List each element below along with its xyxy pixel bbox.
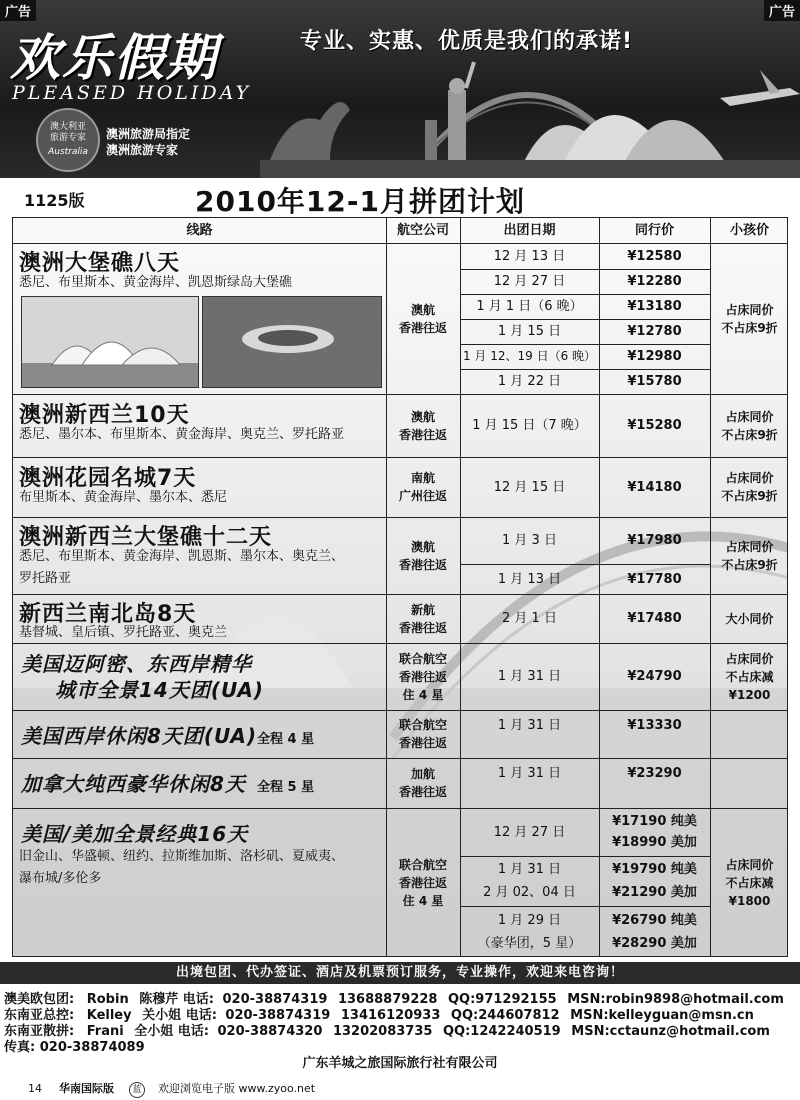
route-name: 美国/美加全景经典16天 (21, 822, 249, 846)
badge-line-1: 澳大利亚 (49, 122, 86, 132)
child-price: 占床同价 不占床9折 (721, 409, 778, 442)
route-star-level: 全程 4 星 (257, 732, 315, 747)
price: ¥12580 (627, 248, 682, 264)
route-airline: 联合航空 香港往返 住 4 星 (398, 858, 447, 908)
reef-island-photo (202, 296, 382, 388)
child-price: 大小同价 (725, 611, 774, 626)
price: ¥15780 (627, 374, 682, 389)
departure-date: 12 月 15 日 (493, 479, 566, 495)
departure-date: 1 月 29 日 （豪华团，5 星） (477, 913, 582, 951)
route-airline: 南航 广州往返 (398, 471, 447, 503)
route-airline: 澳航 香港往返 (398, 539, 447, 572)
departure-date: 12 月 27 日 (493, 824, 566, 840)
ad-label-left: 广告 (0, 0, 36, 21)
departure-date: 12 月 13 日 (493, 248, 566, 264)
opera-house-photo (21, 296, 199, 388)
departure-date: 1 月 15 日 (497, 324, 562, 339)
departure-date: 1 月 31 日 (497, 765, 562, 781)
route-cities: 罗托路亚 (19, 571, 72, 586)
child-price: 占床同价 不占床减 ¥1200 (725, 651, 774, 702)
col-header-date: 出团日期 (503, 223, 556, 238)
section-name: 华南国际版 (59, 1082, 114, 1095)
departure-date: 1 月 1 日（6 晚） (476, 299, 583, 314)
departure-date: 2 月 1 日 (502, 611, 557, 626)
site-text: 欢迎浏览电子版 www.zyoo.net (158, 1082, 316, 1095)
badge-caption (106, 126, 190, 158)
route-name: 加拿大纯西豪华休闲8天 (21, 772, 246, 796)
ad-label-right: 广告 (764, 0, 800, 21)
col-header-route: 线路 (186, 223, 213, 238)
price: ¥15280 (627, 418, 682, 433)
route-airline: 加航 香港往返 (398, 767, 447, 799)
departure-date: 1 月 22 日 (497, 374, 562, 389)
route-name-line-2: 城市全景14天团(UA) (55, 678, 264, 702)
route-cities: 布里斯本、黄金海岸、墨尔本、悉尼 (19, 490, 228, 505)
price: ¥24790 (627, 669, 682, 684)
departure-date: 1 月 15 日（7 晚） (472, 418, 587, 433)
price: ¥23290 (627, 765, 682, 781)
route-cities: 悉尼、布里斯本、黄金海岸、凯恩斯绿岛大堡礁 (19, 275, 293, 290)
price: ¥13330 (627, 717, 682, 733)
price: ¥19790 纯美 ¥21290 美加 (612, 862, 697, 900)
departure-date: 12 月 27 日 (493, 274, 566, 289)
badge-caption-line-2: 澳洲旅游专家 (106, 143, 179, 157)
col-header-airline: 航空公司 (396, 223, 449, 238)
departure-date: 1 月 12、19 日（6 晚） (462, 349, 597, 363)
route-name: 美国西岸休闲8天团(UA) (21, 724, 258, 748)
route-star-level: 全程 5 星 (257, 780, 315, 795)
price: ¥12980 (627, 349, 682, 364)
route-airline: 澳航 香港往返 (398, 302, 447, 335)
brand-name-cn: 欢乐假期 (10, 28, 218, 87)
route-airline: 联合航空 香港往返 (398, 718, 447, 750)
route-airline: 澳航 香港往返 (398, 409, 447, 442)
child-price: 占床同价 不占床9折 (721, 302, 778, 335)
route-cities: 基督城、皇后镇、罗托路亚、奥克兰 (19, 625, 228, 640)
company-name: 广东羊城之旅国际旅行社有限公司 (302, 1056, 498, 1071)
route-cities: 旧金山、华盛顿、纽约、拉斯维加斯、洛杉矶、夏威夷、 (19, 849, 345, 864)
price: ¥12780 (627, 324, 682, 339)
price: ¥26790 纯美 ¥28290 美加 (612, 913, 697, 951)
child-price: 占床同价 不占床减 ¥1800 (725, 858, 774, 908)
route-name: 澳洲新西兰大堡礁十二天 (19, 525, 273, 550)
departure-date: 1 月 31 日 2 月 02、04 日 (483, 862, 576, 900)
services-banner: 出境包团、代办签证、酒店及机票预订服务，专业操作，欢迎来电咨询！ (0, 962, 800, 984)
departure-date: 1 月 31 日 (497, 717, 562, 733)
contact-row: 东南亚总控: Kelley 关小姐 电话: 020-38874319 13416120933 QQ:244607812 MSN:kelleyguan@msn.cn (4, 1008, 754, 1023)
price: ¥17780 (627, 571, 682, 587)
price: ¥17480 (627, 611, 682, 626)
badge-brand: Australia (48, 147, 88, 157)
contact-row: 东南亚散拼: Frani 全小姐 电话: 020-38874320 13202083735 QQ:1242240519 MSN:cctaunz@hotmail.com (4, 1024, 770, 1039)
departure-date: 1 月 13 日 (497, 571, 562, 587)
badge-caption-line-1: 澳洲旅游局指定 (106, 127, 191, 141)
price: ¥17190 纯美 ¥18990 美加 (612, 814, 697, 850)
col-header-price: 同行价 (634, 223, 674, 238)
route-airline: 联合航空 香港往返 住 4 星 (398, 651, 447, 702)
slogan: 专业、实惠、优质是我们的承诺! (300, 29, 634, 54)
col-header-child-price: 小孩价 (729, 223, 769, 238)
route-cities: 悉尼、布里斯本、黄金海岸、凯恩斯、墨尔本、奥克兰、 (19, 549, 345, 564)
australia-badge (36, 108, 100, 172)
route-name: 美国迈阿密、东西岸精华 (21, 652, 252, 676)
price: ¥12280 (627, 274, 682, 289)
route-name: 新西兰南北岛8天 (19, 602, 197, 627)
route-airline: 新航 香港往返 (398, 602, 447, 635)
contact-row: 澳美欧包团: Robin 陈穆芹 电话: 020-38874319 13688879228 QQ:971292155 MSN:robin9898@hotmail.com (4, 992, 784, 1007)
departure-date: 1 月 3 日 (502, 533, 557, 548)
route-name: 澳洲大堡礁八天 (19, 251, 181, 276)
route-name: 澳洲花园名城7天 (19, 466, 197, 491)
page-title: 2010年12-1月拼团计划 (195, 185, 525, 218)
edition-label: 1125版 (24, 191, 85, 210)
brand-name-en: PLEASED HOLIDAY (12, 82, 252, 104)
route-cities: 悉尼、墨尔本、布里斯本、黄金海岸、奥克兰、罗托路亚 (19, 427, 345, 442)
tour-table (12, 217, 788, 957)
route-cities: 瀑布城/多伦多 (19, 871, 102, 886)
header-banner (0, 0, 800, 178)
price: ¥13180 (627, 299, 682, 314)
price: ¥17980 (627, 533, 682, 548)
child-price: 占床同价 不占床9折 (721, 471, 778, 503)
route-name: 澳洲新西兰10天 (19, 403, 190, 428)
departure-date: 1 月 31 日 (497, 669, 562, 684)
page-footer (28, 1080, 315, 1098)
fax-line: 传真: 020-38874089 (4, 1040, 145, 1055)
child-price: 占床同价 不占床9折 (721, 539, 778, 572)
badge-line-2: 旅游专家 (49, 133, 86, 143)
page-number: 14 (28, 1082, 42, 1095)
newspaper-logo-icon: 蓝 (129, 1082, 145, 1098)
price: ¥14180 (627, 479, 682, 495)
